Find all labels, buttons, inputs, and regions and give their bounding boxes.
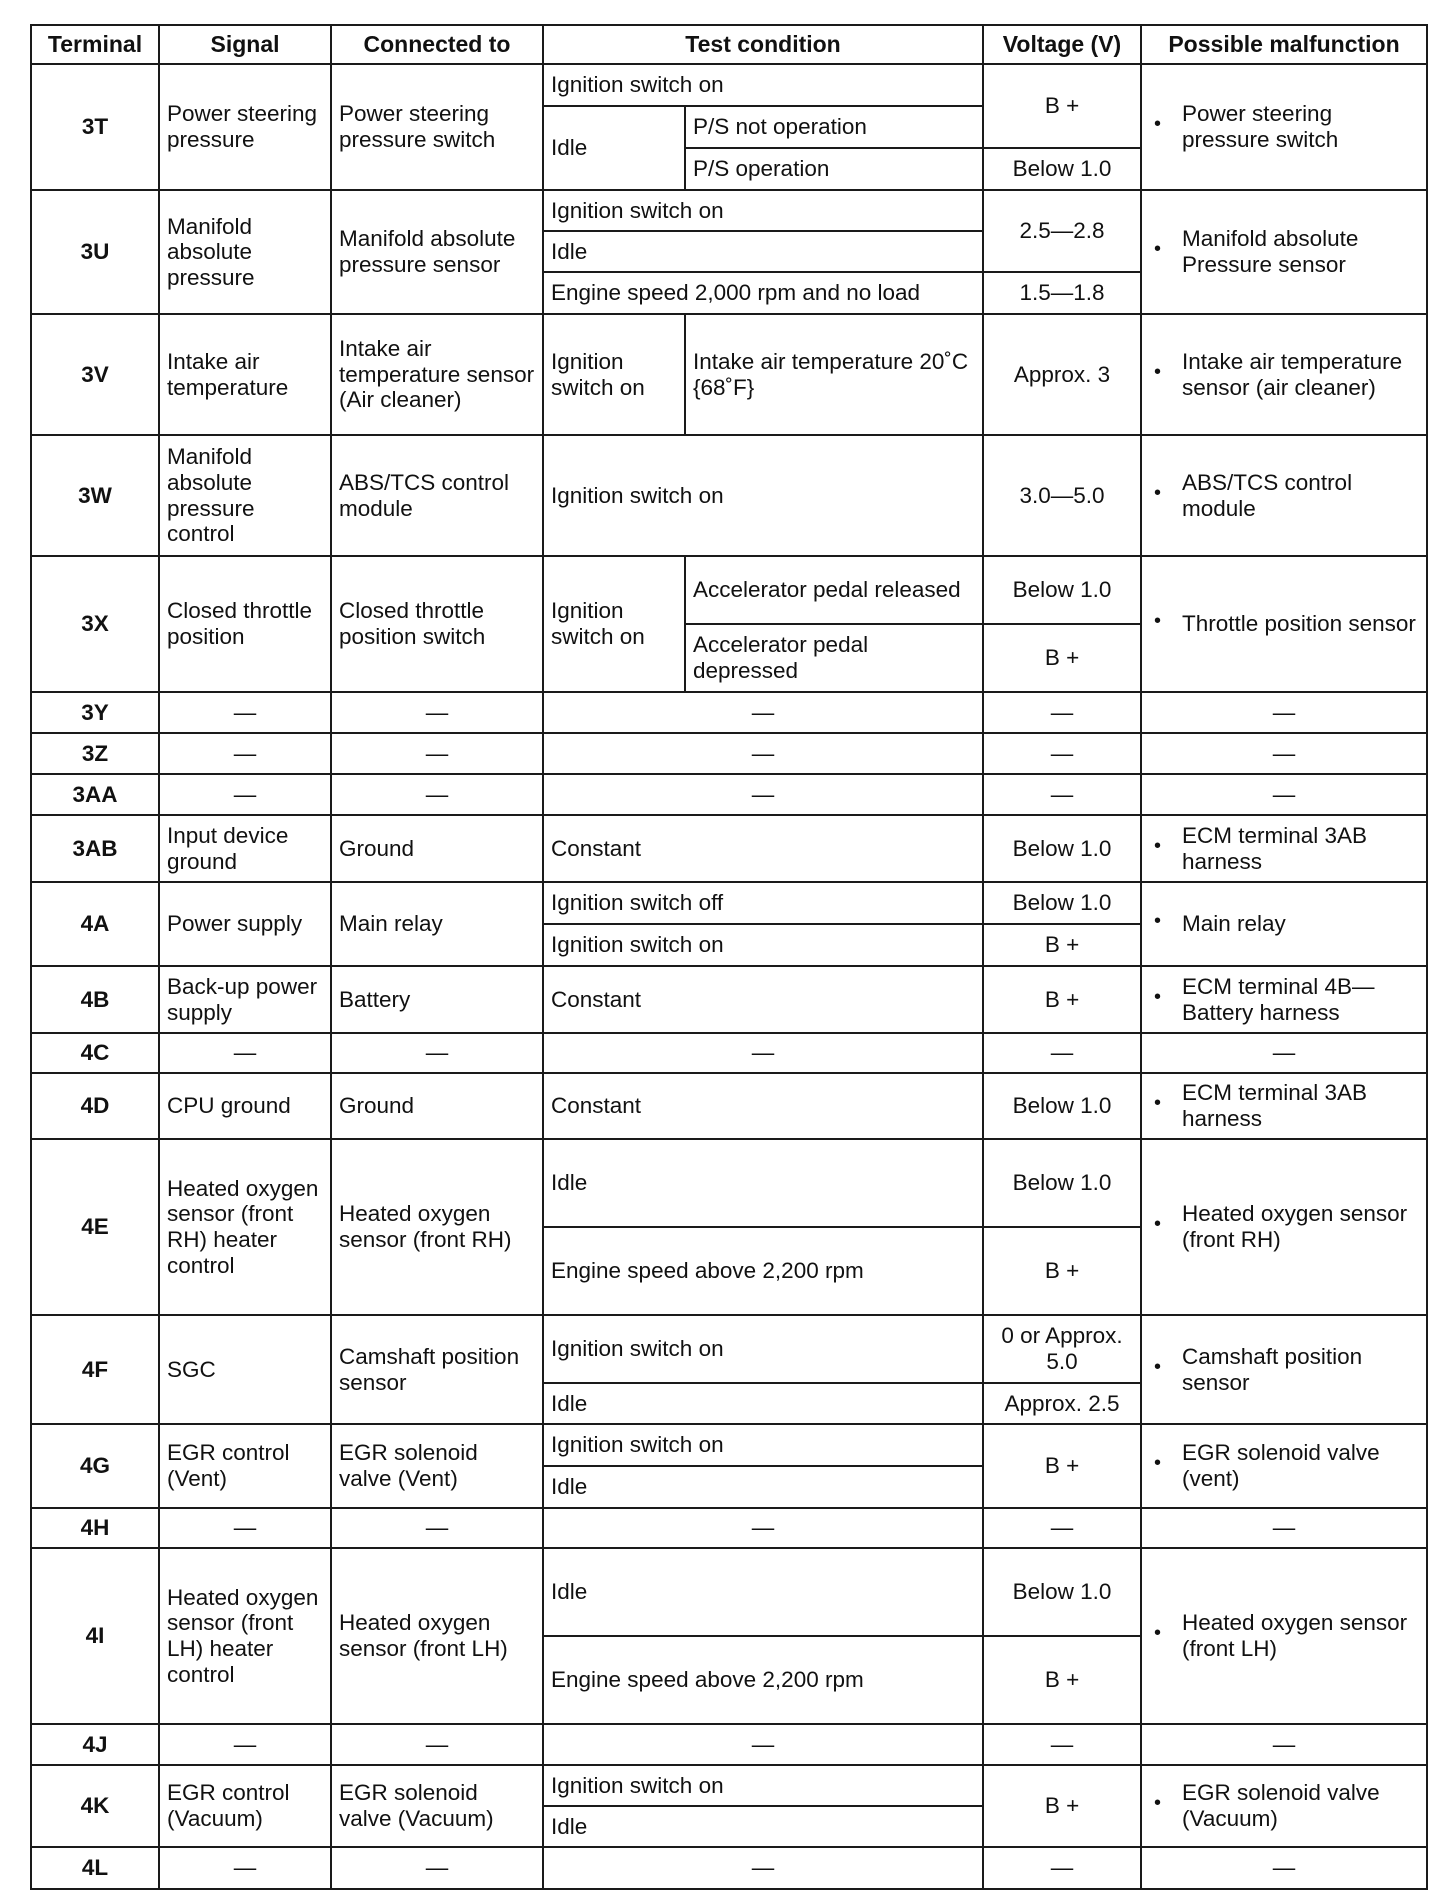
connected-cell: Heated oxygen sensor (front RH) xyxy=(331,1139,543,1315)
connected-cell: Intake air temperature sensor (Air cleaner) xyxy=(331,314,543,435)
voltage-cell: Below 1.0 xyxy=(983,815,1141,882)
malfunction-cell xyxy=(1141,1548,1427,1724)
terminal-cell: 4L xyxy=(31,1847,159,1889)
voltage-cell: B + xyxy=(983,924,1141,966)
terminal-cell: 4A xyxy=(31,882,159,966)
bullet-icon: • xyxy=(1154,481,1162,504)
bullet-icon: • xyxy=(1154,112,1162,135)
table-row xyxy=(31,64,1427,106)
connected-cell: Heated oxygen sensor (front LH) xyxy=(331,1548,543,1724)
test-condition-cell: Engine speed above 2,200 rpm xyxy=(543,1636,983,1724)
terminal-cell: 4F xyxy=(31,1315,159,1424)
table-row xyxy=(31,774,1427,815)
table-row xyxy=(31,1424,1427,1466)
signal-cell: — xyxy=(159,1508,331,1548)
test-condition-cell: Ignition switch on xyxy=(543,64,983,106)
connected-cell: Ground xyxy=(331,815,543,882)
header-row xyxy=(31,25,1427,64)
signal-cell: Closed throttle position xyxy=(159,556,331,692)
malfunction-cell xyxy=(1141,435,1427,556)
malfunction-cell xyxy=(1141,815,1427,882)
test-condition-sub-cell: P/S not operation xyxy=(685,106,983,148)
signal-cell: — xyxy=(159,1033,331,1073)
signal-cell: Power steering pressure xyxy=(159,64,331,190)
signal-cell: Back-up power supply xyxy=(159,966,331,1033)
malfunction-cell xyxy=(1141,882,1427,966)
test-condition-cell: Ignition switch on xyxy=(543,1424,983,1466)
table-row xyxy=(31,733,1427,774)
table-row xyxy=(31,692,1427,733)
voltage-cell: Approx. 3 xyxy=(983,314,1141,435)
test-condition-cell: Constant xyxy=(543,1073,983,1139)
voltage-cell: 0 or Approx. 5.0 xyxy=(983,1315,1141,1383)
bullet-icon: • xyxy=(1154,1212,1162,1235)
voltage-cell: 3.0—5.0 xyxy=(983,435,1141,556)
table-row xyxy=(31,1315,1427,1383)
signal-cell: EGR control (Vent) xyxy=(159,1424,331,1508)
test-condition-cell: — xyxy=(543,733,983,774)
connected-cell: EGR solenoid valve (Vacuum) xyxy=(331,1765,543,1847)
malfunction-text: ABS/TCS control module xyxy=(1182,469,1353,521)
voltage-cell: — xyxy=(983,1847,1141,1889)
test-condition-sub-cell: Accelerator pedal released xyxy=(685,556,983,624)
table-row xyxy=(31,815,1427,882)
bullet-icon: • xyxy=(1154,1451,1162,1474)
connected-cell: — xyxy=(331,692,543,733)
table-row xyxy=(31,966,1427,1033)
voltage-cell: B + xyxy=(983,966,1141,1033)
voltage-cell: — xyxy=(983,774,1141,815)
voltage-cell: Below 1.0 xyxy=(983,556,1141,624)
test-condition-cell: Ignition switch on xyxy=(543,190,983,231)
malfunction-cell xyxy=(1141,1073,1427,1139)
test-condition-cell: Idle xyxy=(543,1466,983,1508)
signal-cell: Heated oxygen sensor (front RH) heater control xyxy=(159,1139,331,1315)
malfunction-cell: — xyxy=(1141,692,1427,733)
table-row xyxy=(31,1033,1427,1073)
malfunction-cell: — xyxy=(1141,1508,1427,1548)
malfunction-text: EGR solenoid valve (vent) xyxy=(1182,1440,1380,1491)
table-row xyxy=(31,1724,1427,1765)
test-condition-cell: — xyxy=(543,774,983,815)
test-condition-cell: — xyxy=(543,1847,983,1889)
malfunction-text: Heated oxygen sensor (front RH) xyxy=(1182,1201,1408,1252)
table-row xyxy=(31,882,1427,924)
malfunction-cell: — xyxy=(1141,774,1427,815)
table-row xyxy=(31,1139,1427,1227)
terminal-cell: 4J xyxy=(31,1724,159,1765)
signal-cell: Power supply xyxy=(159,882,331,966)
signal-cell: SGC xyxy=(159,1315,331,1424)
voltage-cell: Approx. 2.5 xyxy=(983,1383,1141,1424)
malfunction-text: Power steering pressure switch xyxy=(1182,101,1339,152)
terminal-cell: 3W xyxy=(31,435,159,556)
terminal-cell: 3Z xyxy=(31,733,159,774)
malfunction-cell: — xyxy=(1141,1033,1427,1073)
malfunction-text: Manifold absolute Pressure sensor xyxy=(1182,226,1359,277)
terminal-cell: 3V xyxy=(31,314,159,435)
voltage-cell: B + xyxy=(983,1424,1141,1508)
malfunction-cell xyxy=(1141,64,1427,190)
voltage-cell: Below 1.0 xyxy=(983,882,1141,924)
connected-cell: EGR solenoid valve (Vent) xyxy=(331,1424,543,1508)
test-condition-cell: — xyxy=(543,1033,983,1073)
test-condition-cell: Constant xyxy=(543,966,983,1033)
test-condition-cell: Ignition switch on xyxy=(543,1765,983,1806)
malfunction-cell xyxy=(1141,1139,1427,1315)
table-row xyxy=(31,1847,1427,1889)
connected-cell: — xyxy=(331,1847,543,1889)
table-row xyxy=(31,556,1427,624)
malfunction-cell xyxy=(1141,966,1427,1033)
malfunction-text: ECM terminal 4B—Battery harness xyxy=(1182,973,1375,1025)
voltage-cell: — xyxy=(983,1033,1141,1073)
signal-cell: — xyxy=(159,733,331,774)
test-condition-cell: Ignition switch off xyxy=(543,882,983,924)
header-voltage: Voltage (V) xyxy=(983,25,1141,64)
test-condition-cell: — xyxy=(543,1724,983,1765)
table-row xyxy=(31,435,1427,556)
malfunction-text: Camshaft position sensor xyxy=(1182,1343,1363,1395)
voltage-cell: B + xyxy=(983,1636,1141,1724)
ecm-terminal-table-sheet xyxy=(30,24,1426,1881)
test-condition-cell: Idle xyxy=(543,231,983,272)
malfunction-cell xyxy=(1141,314,1427,435)
connected-cell: Power steering pressure switch xyxy=(331,64,543,190)
header-terminal: Terminal xyxy=(31,25,159,64)
bullet-icon: • xyxy=(1154,909,1162,932)
table-row xyxy=(31,1765,1427,1806)
voltage-cell: Below 1.0 xyxy=(983,1139,1141,1227)
terminal-cell: 4K xyxy=(31,1765,159,1847)
signal-cell: — xyxy=(159,1847,331,1889)
voltage-cell: — xyxy=(983,1508,1141,1548)
terminal-cell: 3U xyxy=(31,190,159,314)
signal-cell: — xyxy=(159,774,331,815)
bullet-icon: • xyxy=(1154,609,1162,632)
test-condition-cell: Idle xyxy=(543,1548,983,1636)
voltage-cell: B + xyxy=(983,64,1141,148)
test-condition-cell: Idle xyxy=(543,1139,983,1227)
table-row xyxy=(31,1073,1427,1139)
signal-cell: Manifold absolute pressure xyxy=(159,190,331,314)
test-condition-cell: Idle xyxy=(543,1383,983,1424)
connected-cell: Ground xyxy=(331,1073,543,1139)
voltage-cell: B + xyxy=(983,1765,1141,1847)
connected-cell: — xyxy=(331,1724,543,1765)
signal-cell: EGR control (Vacuum) xyxy=(159,1765,331,1847)
signal-cell: — xyxy=(159,1724,331,1765)
test-condition-cell: Ignition switch on xyxy=(543,1315,983,1383)
test-condition-cell: — xyxy=(543,1508,983,1548)
terminal-cell: 4B xyxy=(31,966,159,1033)
test-condition-cell: Idle xyxy=(543,1806,983,1847)
malfunction-cell xyxy=(1141,1424,1427,1508)
terminal-cell: 4E xyxy=(31,1139,159,1315)
malfunction-text: Heated oxygen sensor (front LH) xyxy=(1182,1610,1408,1661)
voltage-cell: — xyxy=(983,1724,1141,1765)
voltage-cell: Below 1.0 xyxy=(983,1073,1141,1139)
voltage-cell: Below 1.0 xyxy=(983,1548,1141,1636)
bullet-icon: • xyxy=(1154,360,1162,383)
table-row xyxy=(31,190,1427,231)
voltage-cell: B + xyxy=(983,1227,1141,1315)
test-condition-cell: Ignition switch on xyxy=(543,314,685,435)
bullet-icon: • xyxy=(1154,834,1162,857)
connected-cell: Closed throttle position switch xyxy=(331,556,543,692)
test-condition-cell: Ignition switch on xyxy=(543,556,685,692)
connected-cell: ABS/TCS control module xyxy=(331,435,543,556)
signal-cell: Intake air temperature xyxy=(159,314,331,435)
voltage-cell: Below 1.0 xyxy=(983,148,1141,190)
malfunction-cell xyxy=(1141,1315,1427,1424)
signal-cell: — xyxy=(159,692,331,733)
connected-cell: — xyxy=(331,733,543,774)
bullet-icon: • xyxy=(1154,1355,1162,1378)
terminal-cell: 4G xyxy=(31,1424,159,1508)
test-condition-sub-cell: Intake air temperature 20˚C {68˚F} xyxy=(685,314,983,435)
table-row xyxy=(31,314,1427,435)
terminal-cell: 4I xyxy=(31,1548,159,1724)
malfunction-cell xyxy=(1141,556,1427,692)
terminal-cell: 4D xyxy=(31,1073,159,1139)
malfunction-cell xyxy=(1141,1765,1427,1847)
voltage-cell: — xyxy=(983,733,1141,774)
connected-cell: — xyxy=(331,1508,543,1548)
bullet-icon: • xyxy=(1154,237,1162,260)
header-test-condition: Test condition xyxy=(543,25,983,64)
header-signal: Signal xyxy=(159,25,331,64)
test-condition-sub-cell: P/S operation xyxy=(685,148,983,190)
signal-cell: CPU ground xyxy=(159,1073,331,1139)
terminal-cell: 3T xyxy=(31,64,159,190)
terminal-cell: 3AA xyxy=(31,774,159,815)
signal-cell: Manifold absolute pressure control xyxy=(159,435,331,556)
table-row xyxy=(31,1548,1427,1636)
malfunction-cell: — xyxy=(1141,733,1427,774)
malfunction-text: Main relay xyxy=(1182,911,1286,937)
terminal-cell: 4C xyxy=(31,1033,159,1073)
test-condition-sub-cell: Accelerator pedal depressed xyxy=(685,624,983,692)
malfunction-cell xyxy=(1141,190,1427,314)
test-condition-cell: Ignition switch on xyxy=(543,924,983,966)
malfunction-text: Intake air temperature sensor (air cleaner) xyxy=(1182,348,1403,400)
bullet-icon: • xyxy=(1154,1091,1162,1114)
terminal-cell: 3Y xyxy=(31,692,159,733)
header-connected-to: Connected to xyxy=(331,25,543,64)
voltage-cell: B + xyxy=(983,624,1141,692)
malfunction-text: ECM terminal 3AB harness xyxy=(1182,822,1368,874)
terminal-cell: 4H xyxy=(31,1508,159,1548)
test-condition-cell: Ignition switch on xyxy=(543,435,983,556)
terminal-cell: 3AB xyxy=(31,815,159,882)
connected-cell: Camshaft position sensor xyxy=(331,1315,543,1424)
table-row xyxy=(31,1508,1427,1548)
ecm-terminal-table xyxy=(30,24,1428,1890)
bullet-icon: • xyxy=(1154,1621,1162,1644)
connected-cell: Battery xyxy=(331,966,543,1033)
test-condition-cell: Engine speed 2,000 rpm and no load xyxy=(543,272,983,314)
connected-cell: — xyxy=(331,774,543,815)
test-condition-cell: Constant xyxy=(543,815,983,882)
test-condition-cell: Idle xyxy=(543,106,685,190)
connected-cell: Main relay xyxy=(331,882,543,966)
bullet-icon: • xyxy=(1154,985,1162,1008)
malfunction-cell: — xyxy=(1141,1847,1427,1889)
voltage-cell: — xyxy=(983,692,1141,733)
test-condition-cell: Engine speed above 2,200 rpm xyxy=(543,1227,983,1315)
test-condition-cell: — xyxy=(543,692,983,733)
signal-cell: Heated oxygen sensor (front LH) heater control xyxy=(159,1548,331,1724)
bullet-icon: • xyxy=(1154,1791,1162,1814)
malfunction-cell: — xyxy=(1141,1724,1427,1765)
terminal-cell: 3X xyxy=(31,556,159,692)
connected-cell: — xyxy=(331,1033,543,1073)
voltage-cell: 1.5—1.8 xyxy=(983,272,1141,314)
header-possible-malfunction: Possible malfunction xyxy=(1141,25,1427,64)
connected-cell: Manifold absolute pressure sensor xyxy=(331,190,543,314)
malfunction-text: ECM terminal 3AB harness xyxy=(1182,1080,1368,1131)
signal-cell: Input device ground xyxy=(159,815,331,882)
malfunction-text: Throttle position sensor xyxy=(1182,611,1416,637)
voltage-cell: 2.5—2.8 xyxy=(983,190,1141,272)
malfunction-text: EGR solenoid valve (Vacuum) xyxy=(1182,1780,1380,1831)
